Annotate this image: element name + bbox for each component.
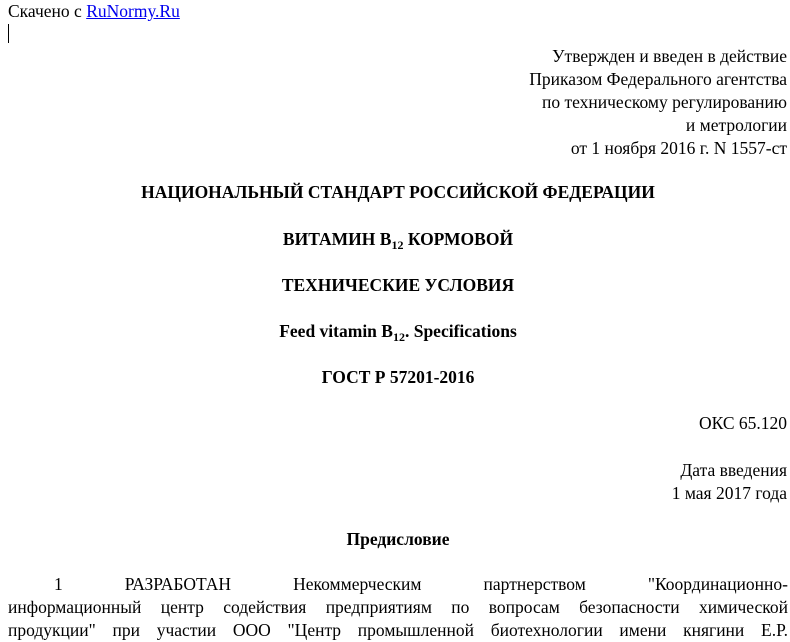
preface-word: партнерством xyxy=(483,574,586,594)
gost-number: ГОСТ Р 57201-2016 xyxy=(321,367,475,387)
preface-word: 1 xyxy=(54,574,63,594)
english-title-post: . Specifications xyxy=(404,321,517,341)
approval-line: от 1 ноября 2016 г. N 1557-ст xyxy=(570,138,787,158)
approval-line: по техническому регулированию xyxy=(541,92,787,112)
conditions-title: ТЕХНИЧЕСКИЕ УСЛОВИЯ xyxy=(281,275,515,295)
source-prefix: Скачено с xyxy=(8,1,87,21)
english-title-pre: Feed vitamin B xyxy=(279,321,393,341)
text-cursor xyxy=(8,24,9,43)
intro-date-value: 1 мая 2017 года xyxy=(671,483,787,503)
preface-line-1 xyxy=(8,573,788,596)
standard-title: НАЦИОНАЛЬНЫЙ СТАНДАРТ РОССИЙСКОЙ ФЕДЕРАЦИИ xyxy=(141,182,655,202)
approval-line: Утвержден и введен в действие xyxy=(552,46,787,66)
product-title-sub: 12 xyxy=(391,238,404,252)
intro-date-label: Дата введения xyxy=(680,460,787,480)
approval-line: Приказом Федерального агентства xyxy=(529,69,787,89)
preface-paragraph xyxy=(8,573,788,642)
english-title-sub: 12 xyxy=(392,330,405,344)
preface-word: Некоммерческим xyxy=(293,574,422,594)
approval-block xyxy=(529,45,787,160)
preface-line-2: информационный центр содействия предприятиям по вопросам безопасности химической xyxy=(8,597,788,617)
source-link[interactable]: RuNormy.Ru xyxy=(86,1,180,21)
preface-word: РАЗРАБОТАН xyxy=(124,574,232,594)
source-line xyxy=(8,0,180,23)
product-title-pre: ВИТАМИН В xyxy=(282,229,392,249)
product-title-post: КОРМОВОЙ xyxy=(403,229,514,249)
oks-code: ОКС 65.120 xyxy=(698,413,787,433)
preface-word: "Координационно- xyxy=(647,574,788,594)
english-title xyxy=(0,320,790,345)
preface-line-3: продукции" при участии ООО "Центр промышленной биотехнологии имени княгини Е.Р. xyxy=(8,620,788,640)
approval-line: и метрологии xyxy=(685,115,787,135)
preface-title: Предисловие xyxy=(346,529,450,549)
product-title xyxy=(0,228,790,253)
